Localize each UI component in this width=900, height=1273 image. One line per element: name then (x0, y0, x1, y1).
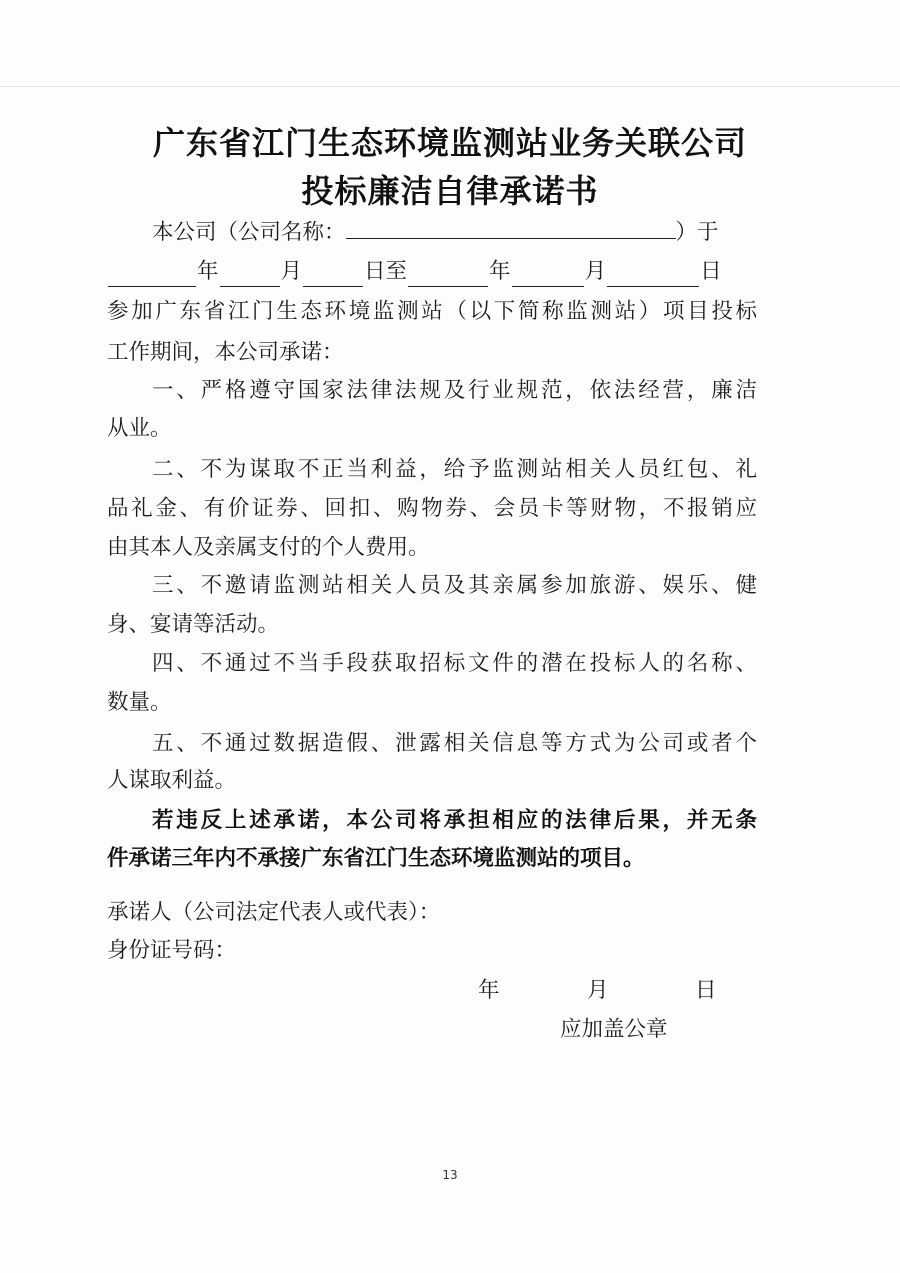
intro-company-line (152, 216, 757, 248)
start-year-label: 年 (197, 259, 219, 284)
penalty-line2: 件承诺三年内不承接广东省江门生态环境监测站的项目。 (107, 846, 645, 871)
item5-line1: 五、不通过数据造假、泄露相关信息等方式为公司或者个 (152, 731, 757, 756)
sign-month-label: 月 (587, 978, 609, 1003)
item2-line3: 由其本人及亲属支付的个人费用。 (107, 535, 430, 560)
page-number: 13 (442, 1168, 458, 1182)
end-day-blank[interactable] (607, 264, 699, 287)
end-month-label: 月 (584, 259, 607, 284)
day-to-label: 日至 (364, 259, 408, 284)
item5-line2: 人谋取利益。 (107, 768, 237, 793)
end-day-label: 日 (700, 259, 722, 284)
intro-line3: 参加广东省江门生态环境监测站（以下简称监测站）项目投标 (107, 299, 757, 324)
item2-line2: 品礼金、有价证券、回扣、购物券、会员卡等财物，不报销应 (107, 496, 757, 521)
document-title-line1: 广东省江门生态环境监测站业务关联公司 (152, 124, 747, 162)
company-suffix: ）于 (675, 220, 719, 245)
item1-line2: 从业。 (107, 416, 172, 441)
start-year-blank[interactable] (108, 264, 196, 287)
end-month-blank[interactable] (512, 264, 584, 287)
item4-line1: 四、不通过不当手段获取招标文件的潜在投标人的名称、 (152, 651, 757, 676)
penalty-line1: 若违反上述承诺，本公司将承担相应的法律后果，并无条 (152, 808, 757, 833)
id-number-label: 身份证号码： (107, 938, 237, 963)
scan-edge-line (0, 86, 900, 87)
sign-year-label: 年 (478, 978, 500, 1003)
company-prefix: 本公司（公司名称： (152, 220, 346, 245)
document-title-line2: 投标廉洁自律承诺书 (301, 172, 599, 210)
seal-note: 应加盖公章 (560, 1017, 668, 1042)
item1-line1: 一、严格遵守国家法律法规及行业规范，依法经营，廉洁 (152, 378, 757, 403)
item3-line1: 三、不邀请监测站相关人员及其亲属参加旅游、娱乐、健 (152, 573, 757, 598)
item2-line1: 二、不为谋取不正当利益，给予监测站相关人员红包、礼 (152, 457, 757, 482)
promisor-label: 承诺人（公司法定代表人或代表）： (107, 900, 441, 925)
intro-date-line (107, 257, 757, 287)
start-month-blank[interactable] (220, 264, 280, 287)
end-year-label: 年 (489, 259, 511, 284)
start-month-label: 月 (280, 259, 303, 284)
company-name-blank[interactable] (346, 216, 676, 239)
start-day-blank[interactable] (303, 264, 363, 287)
sign-day-label: 日 (695, 978, 717, 1003)
item3-line2: 身、宴请等活动。 (107, 612, 280, 637)
intro-line4: 工作期间，本公司承诺： (107, 340, 344, 365)
item4-line2: 数量。 (107, 690, 172, 715)
end-year-blank[interactable] (408, 264, 488, 287)
